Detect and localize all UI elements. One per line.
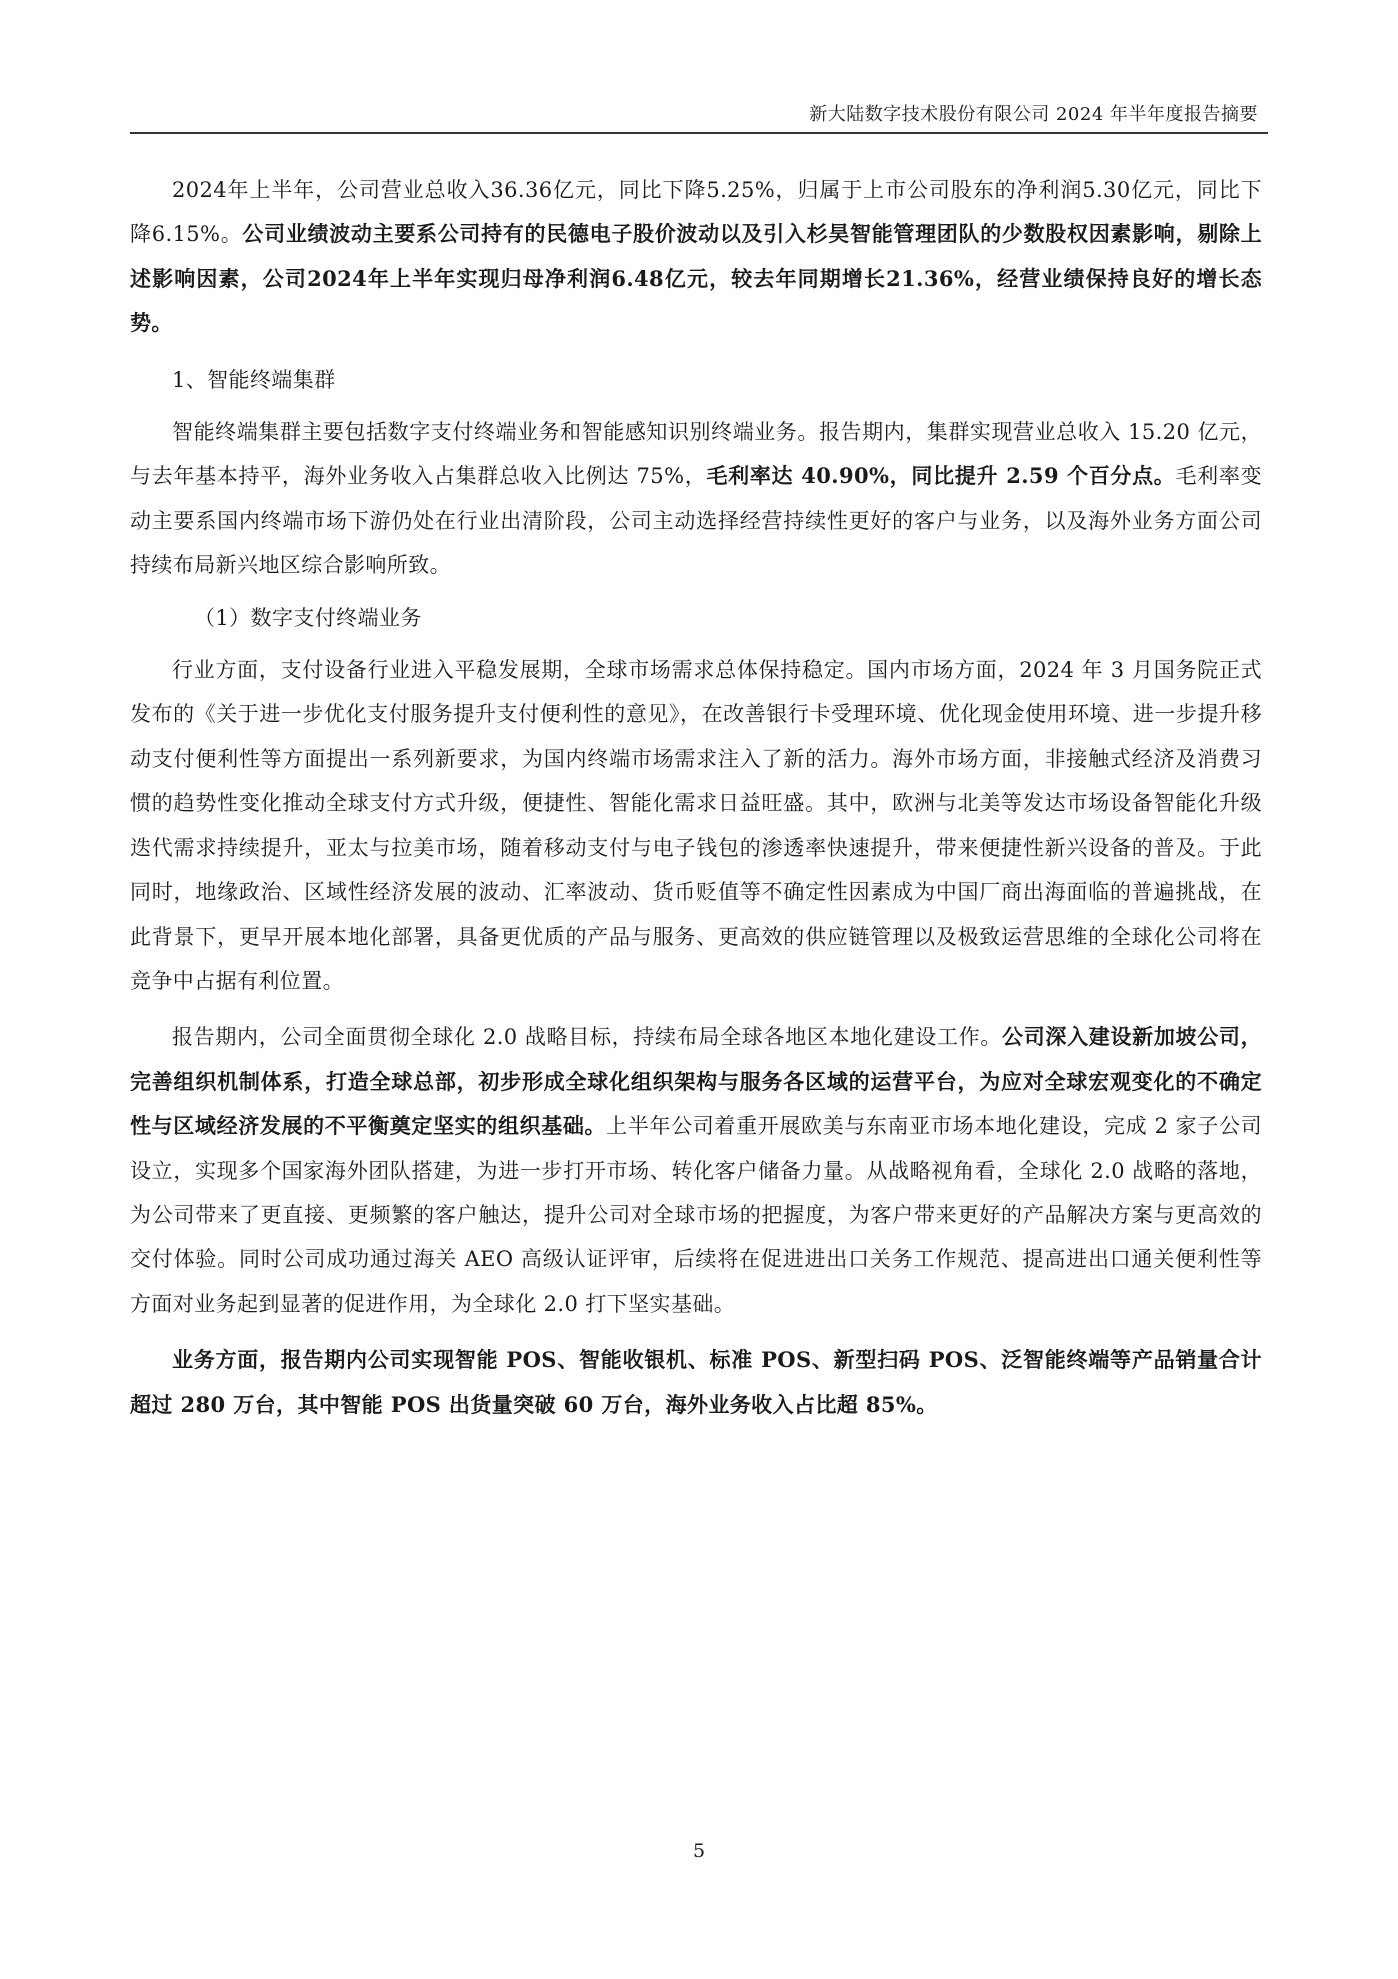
- subsection-heading-digital-payment: [130, 596, 1262, 640]
- paragraph-business: [130, 1338, 1262, 1427]
- paragraph-globalization: [130, 1015, 1262, 1326]
- business-bold-text: 业务方面，报告期内公司实现智能 POS、智能收银机、标准 POS、新型扫码 POS、泛智能终端等产品销量合计超过 280 万台，其中智能 POS 出货量突破 60 万台，海外业务收入占比超 85%。: [130, 1347, 1262, 1417]
- paragraph-industry: [130, 648, 1262, 1003]
- summary-bold-text: 公司业绩波动主要系公司持有的民德电子股价波动以及引入杉昊智能管理团队的少数股权因素影响，剔除上述影响因素，公司2024年上半年实现归母净利润6.48亿元，较去年同期增长21.36%，经营业绩保持良好的增长态势。: [130, 221, 1263, 336]
- page-number: 5: [692, 1840, 706, 1862]
- smart-terminal-text-2: 毛利率变动主要系国内终端市场下游仍处在行业出清阶段，公司主动选择经营持续性更好的客户与业务，以及海外业务方面公司持续布局新兴地区综合影响所致。: [130, 464, 1262, 578]
- paragraph-smart-terminal: [130, 410, 1262, 588]
- industry-text: 行业方面，支付设备行业进入平稳发展期，全球市场需求总体保持稳定。国内市场方面，2024 年 3 月国务院正式发布的《关于进一步优化支付服务提升支付便利性的意见》，在改善银行卡受理环境、优化现金使用环境、进一步提升移动支付便利性等方面提出一系列新要求，为国内终端市场需求注入了新的活力。海外市场方面，非接触式经济及消费习惯的趋势性变化推动全球支付方式升级，便捷性、智能化需求日益旺盛。其中，欧洲与北美等发达市场设备智能化升级迭代需求持续提升，亚太与拉美市场，随着移动支付与电子钱包的渗透率快速提升，带来便捷性新兴设备的普及。于此同时，地缘政治、区域性经济发展的波动、汇率波动、货币贬值等不确定性因素成为中国厂商出海面临的普遍挑战，在此背景下，更早开展本地化部署，具备更优质的产品与服务、更高效的供应链管理以及极致运营思维的全球化公司将在竞争中占据有利位置。: [130, 658, 1262, 993]
- header-title: 新大陆数字技术股份有限公司 2024 年半年度报告摘要: [809, 104, 1258, 125]
- document-body: [130, 168, 1262, 1427]
- globalization-text-2: 上半年公司着重开展欧美与东南亚市场本地化建设，完成 2 家子公司设立，实现多个国家海外团队搭建，为进一步打开市场、转化客户储备力量。从战略视角看，全球化 2.0 战略的落地，为公司带来了更直接、更频繁的客户触达，提升公司对全球市场的把握度，为客户带来更好的产品解决方案与更高效的交付体验。同时公司成功通过海关 AEO 高级认证评审，后续将在促进进出口关务工作规范、提高进出口通关便利性等方面对业务起到显著的促进作用，为全球化 2.0 打下坚实基础。: [130, 1114, 1262, 1316]
- smart-terminal-text: 智能终端集群主要包括数字支付终端业务和智能感知识别终端业务。报告期内，集群实现营业总收入 15.20 亿元，与去年基本持平，海外业务收入占集群总收入比例达 75%，: [130, 420, 1262, 489]
- paragraph-summary: [130, 168, 1262, 346]
- globalization-bold-text: 公司深入建设新加坡公司，完善组织机制体系，打造全球总部，初步形成全球化组织架构与服务各区域的运营平台，为应对全球宏观变化的不确定性与区域经济发展的不平衡奠定坚实的组织基础。: [130, 1024, 1262, 1139]
- section-heading-text: 1、智能终端集群: [172, 367, 336, 392]
- smart-terminal-bold-text: 毛利率达 40.90%，同比提升 2.59 个百分点。: [706, 463, 1176, 489]
- summary-text: 2024年上半年，公司营业总收入36.36亿元，同比下降5.25%，归属于上市公司股东的净利润5.30亿元，同比下降6.15%。: [130, 178, 1262, 247]
- subsection-heading-text: （1）数字支付终端业务: [194, 605, 422, 630]
- section-heading-smart-terminal: [130, 358, 1262, 402]
- globalization-text: 报告期内，公司全面贯彻全球化 2.0 战略目标，持续布局全球各地区本地化建设工作。: [172, 1025, 1003, 1050]
- page-header: [130, 96, 1268, 134]
